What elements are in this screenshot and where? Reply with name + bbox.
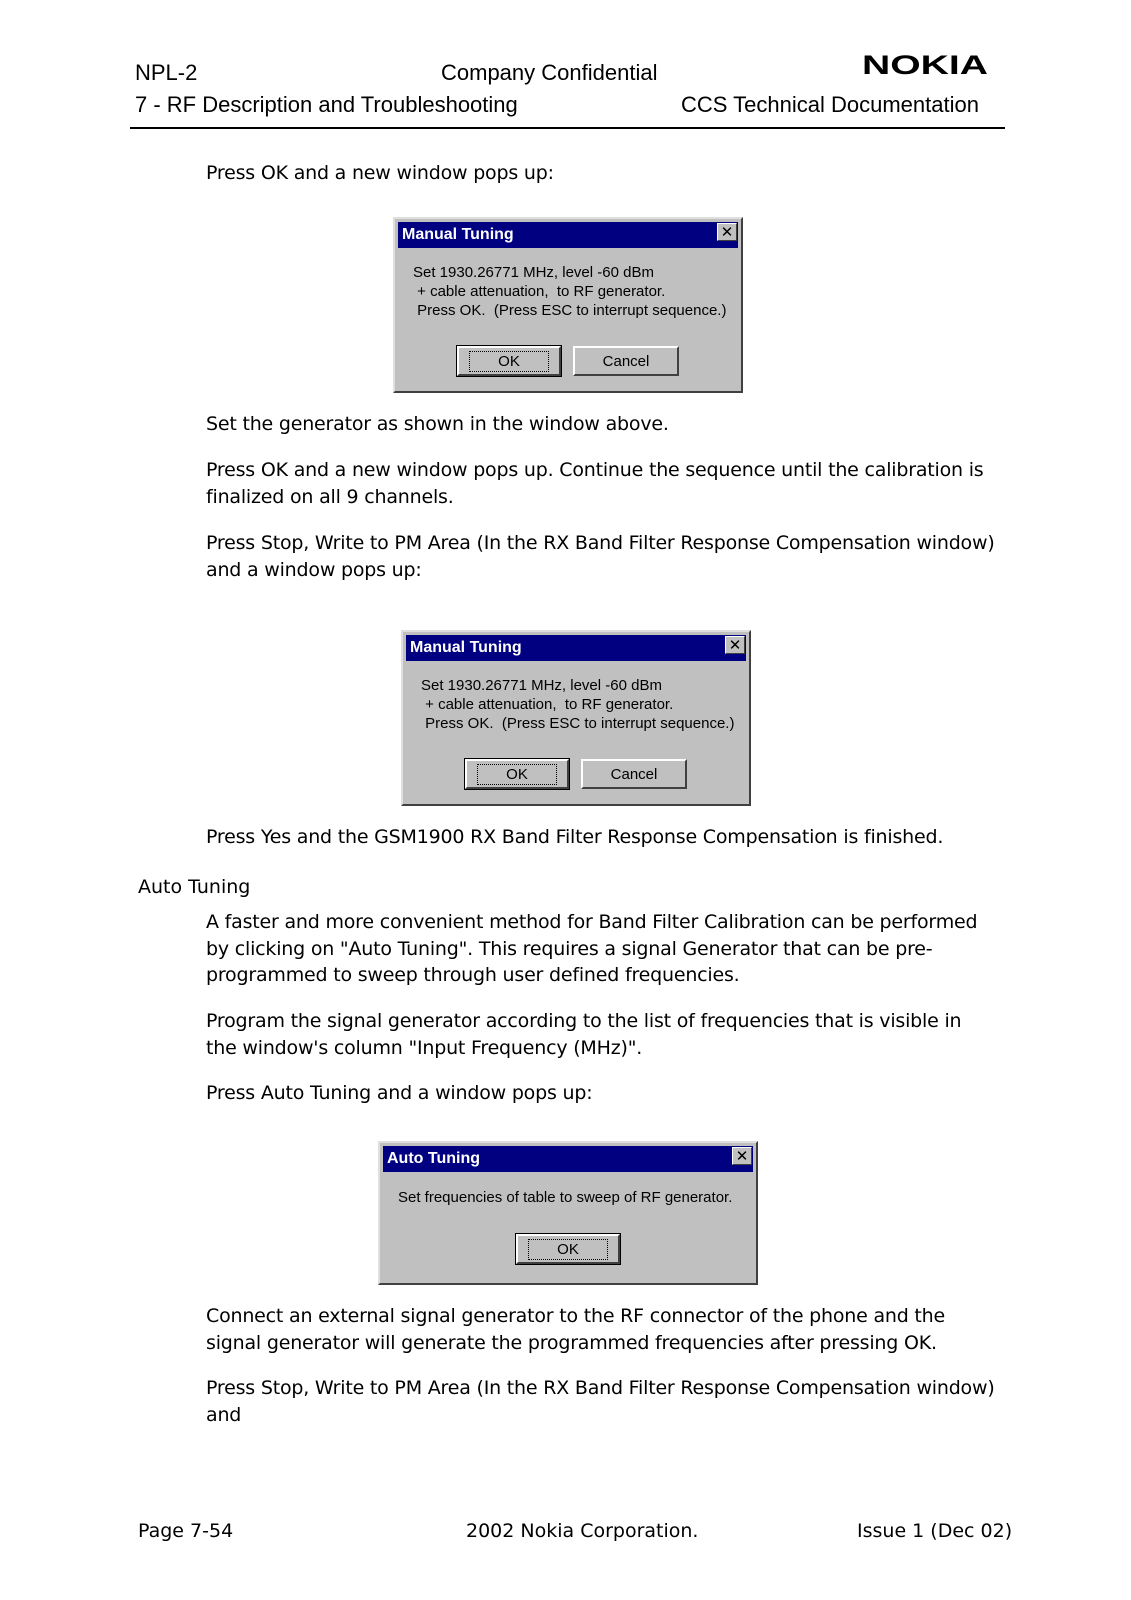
dialog-message: Set 1930.26771 MHz, level -60 dBm + cable attenuation, to RF generator. Press OK. (Press ESC to interrupt sequence.) [421,677,735,732]
ok-button[interactable] [465,759,569,789]
nokia-logo-text: NOKIA [862,52,988,78]
nokia-logo [862,52,990,78]
ok-button[interactable] [457,346,561,376]
ok-button[interactable] [516,1234,620,1264]
paragraph: Connect an external signal generator to the RF connector of the phone and the signal generator will generate the programmed frequencies after pressing OK. [206,1305,946,1354]
cancel-button[interactable]: Cancel [573,346,679,376]
dialog-title: Manual Tuning [410,639,522,656]
manual-tuning-dialog [393,217,743,393]
cancel-button[interactable]: Cancel [581,759,687,789]
paragraph: Press Stop, Write to PM Area (In the RX Band Filter Response Compensation window) and a window pops up: [206,532,995,581]
dialog-message: Set frequencies of table to sweep of RF generator. [398,1189,733,1206]
paragraph: Program the signal generator according to the list of frequencies that is visible in the window's column "Input Frequency (MHz)". [206,1010,962,1059]
footer-page: Page 7-54 [138,1520,234,1542]
close-icon[interactable]: ✕ [717,223,737,241]
paragraph: Set the generator as shown in the window above. [206,413,669,435]
auto-tuning-dialog [378,1141,758,1285]
header-model: NPL-2 [135,60,198,85]
paragraph: Press Yes and the GSM1900 RX Band Filter Response Compensation is finished. [206,826,944,848]
header-chapter: 7 - RF Description and Troubleshooting [135,92,518,117]
dialog-titlebar [383,1146,753,1172]
header-doc-title: CCS Technical Documentation [681,92,979,117]
dialog-title: Manual Tuning [402,226,514,243]
ok-button-label: OK [469,351,549,372]
section-heading: Auto Tuning [138,876,251,898]
dialog-title: Auto Tuning [387,1150,480,1167]
footer-issue: Issue 1 (Dec 02) [857,1520,1013,1542]
paragraph: A faster and more convenient method for Band Filter Calibration can be performed by clicking on "Auto Tuning". This requires a signal Generator that can be pre-programmed to sweep through user defined frequencies. [206,911,978,986]
paragraph: Press OK and a new window pops up: [206,162,554,184]
ok-button-label: OK [528,1239,608,1260]
paragraph: Press Auto Tuning and a window pops up: [206,1082,593,1104]
footer-copyright: 2002 Nokia Corporation. [466,1520,699,1542]
close-icon[interactable]: ✕ [732,1147,752,1165]
dialog-titlebar [398,222,738,248]
header-rule [130,127,1005,129]
ok-button-label: OK [477,764,557,785]
close-icon[interactable]: ✕ [725,636,745,654]
dialog-titlebar [406,635,746,661]
paragraph: Press Stop, Write to PM Area (In the RX Band Filter Response Compensation window) and [206,1377,995,1426]
paragraph: Press OK and a new window pops up. Continue the sequence until the calibration is finalized on all 9 channels. [206,459,984,508]
header-confidentiality: Company Confidential [441,60,658,85]
manual-tuning-dialog [401,630,751,806]
dialog-message: Set 1930.26771 MHz, level -60 dBm + cable attenuation, to RF generator. Press OK. (Press ESC to interrupt sequence.) [413,264,727,319]
